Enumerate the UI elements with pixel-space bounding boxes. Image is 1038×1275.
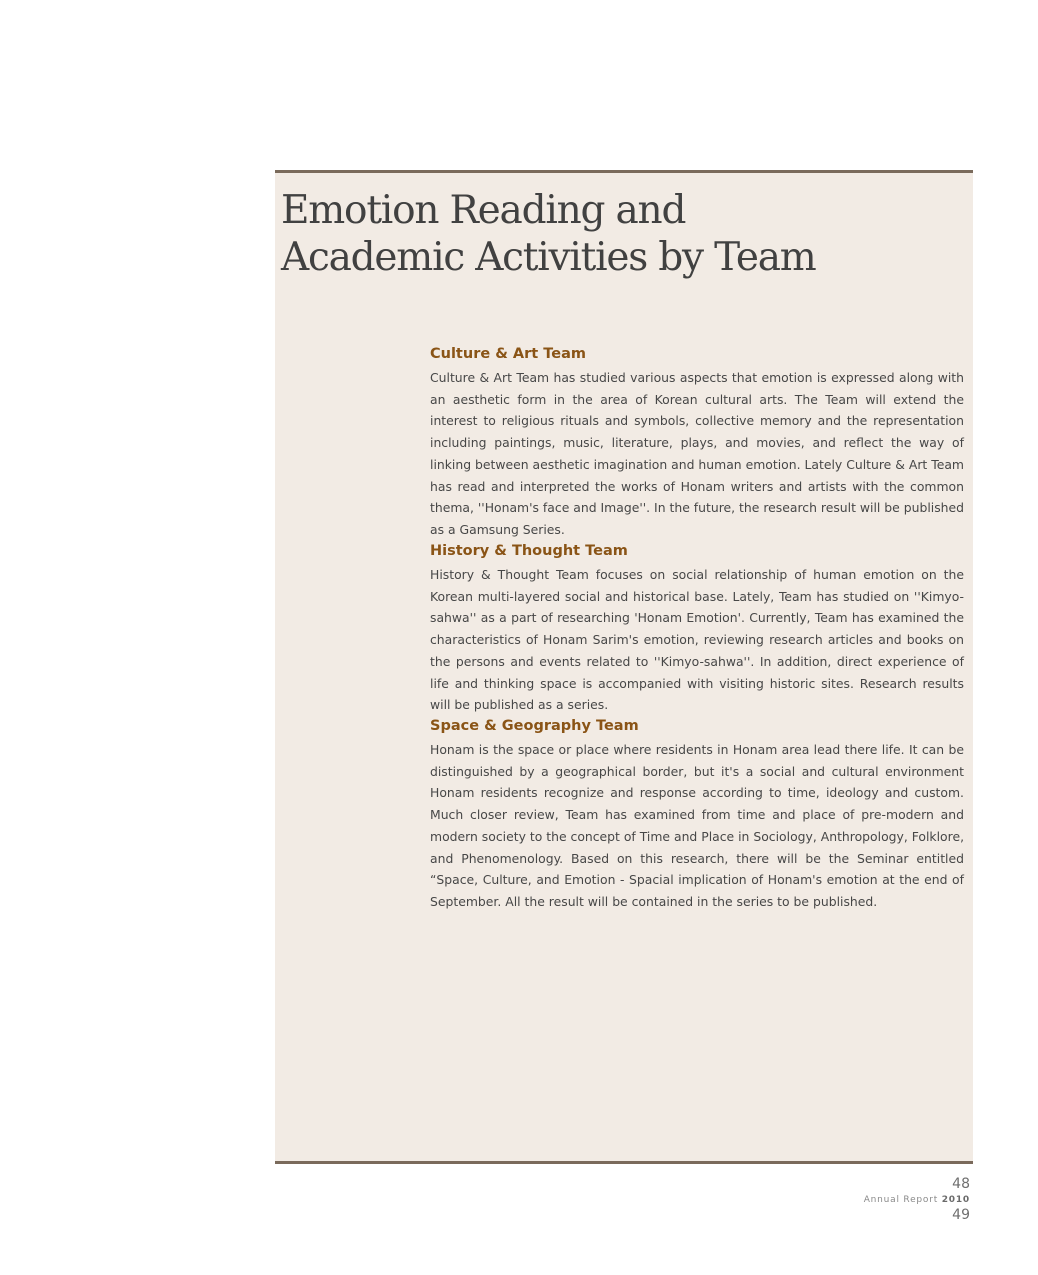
section-body: Honam is the space or place where residents in Honam area lead there life. It can be distinguished by a geographical border, but it's a social and cultural environment Honam residents recognize and response according to time, ideology and custom. Much closer review, Team has examined from time and place of pre-modern and modern society to the concept of Time and Place in Sociology, Anthropology, Folklore, and Phenomenology. Based on this research, there will be the Seminar entitled “Space, Culture, and Emotion - Spacial implication of Honam's emotion at the end of September. All the result will be contained in the series to be published.	[430, 742, 965, 909]
page-title	[281, 187, 816, 281]
content-panel	[275, 170, 973, 1164]
culture-art-section	[430, 344, 964, 541]
annual-report-label	[864, 1193, 970, 1207]
report-label: Annual Report	[863, 1195, 939, 1205]
space-geography-section	[430, 716, 964, 913]
history-thought-section	[430, 541, 964, 716]
section-body: Culture & Art Team has studied various aspects that emotion is expressed along with an aesthetic form in the area of Korean cultural arts. The Team will extend the interest to religious rituals and symbols, collective memory and the representation including paintings, music, literature, plays, and movies, and reflect the way of linking between aesthetic imagination and human emotion. Lately Culture & Art Team has read and interpreted the works of Honam writers and artists with the common thema, ''Honam's face and Image''. In the future, the research result will be published as a Gamsung Series.	[430, 370, 964, 537]
section-heading: Space & Geography Team	[430, 718, 639, 734]
page-title-line-1: Emotion Reading and	[281, 188, 686, 233]
report-year: 2010	[941, 1195, 970, 1205]
section-heading: Culture & Art Team	[430, 346, 586, 362]
page-title-line-2: Academic Activities by Team	[281, 235, 816, 280]
section-body: History & Thought Team focuses on social relationship of human emotion on the Korean multi-layered social and historical base. Lately, Team has studied on ''Kimyo-sahwa'' as a part of researching 'Honam Emotion'. Currently, Team has examined the characteristics of Honam Sarim's emotion, reviewing research articles and books on the persons and events related to ''Kimyo-sahwa''. In addition, direct experience of life and thinking space is accompanied with visiting historic sites. Research results will be published as a series.	[430, 567, 964, 713]
page-number-right: 49	[952, 1207, 970, 1223]
section-heading: History & Thought Team	[430, 543, 628, 559]
page-footer	[864, 1176, 970, 1224]
page-number-left: 48	[952, 1176, 970, 1192]
